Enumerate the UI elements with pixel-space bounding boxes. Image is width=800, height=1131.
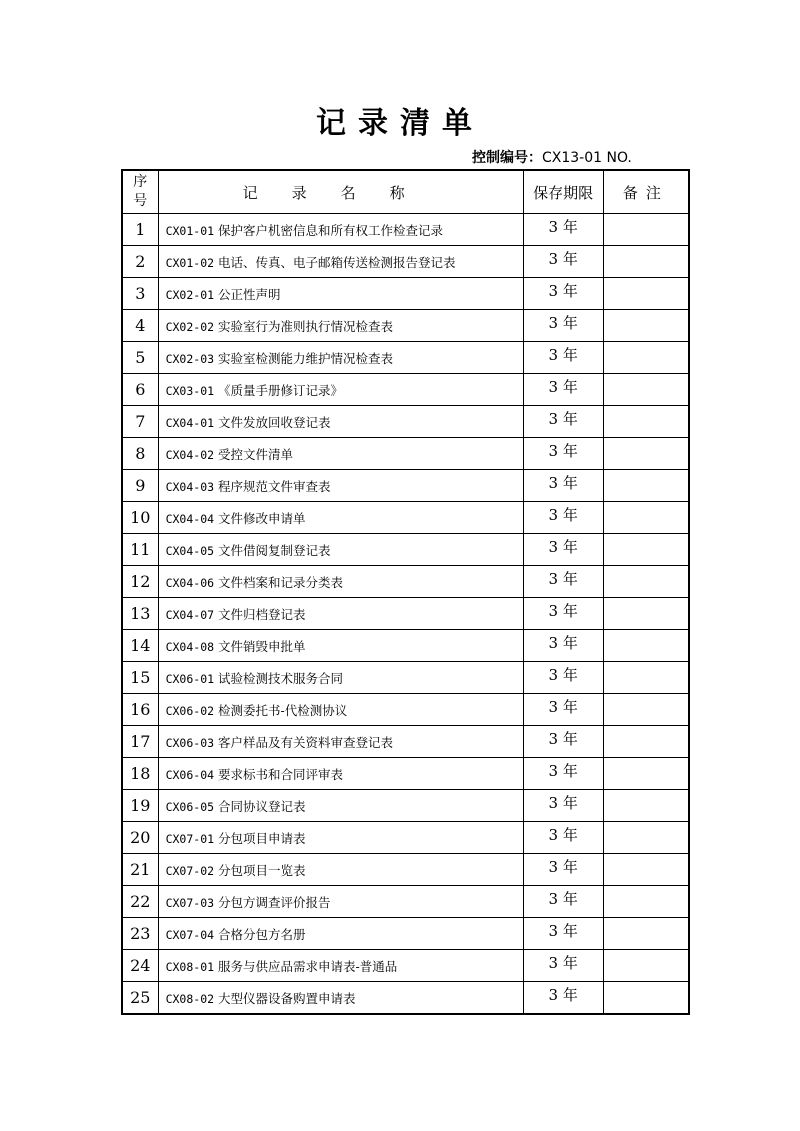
table-row xyxy=(122,502,689,534)
header-remark: 备注 xyxy=(603,170,689,214)
table-row xyxy=(122,598,689,630)
row-record-name xyxy=(158,854,523,886)
table-row xyxy=(122,214,689,246)
table-row xyxy=(122,278,689,310)
table-row xyxy=(122,470,689,502)
control-number-label: 控制编号： xyxy=(472,150,542,166)
row-record-title: 试验检测技术服务合同 xyxy=(218,670,344,686)
row-record-title: 大型仪器设备购置申请表 xyxy=(218,990,356,1006)
row-record-title: 文件档案和记录分类表 xyxy=(218,574,344,590)
row-record-code: CX07-02 xyxy=(165,863,215,878)
row-record-title: 合格分包方名册 xyxy=(218,926,306,942)
row-serial-number: 23 xyxy=(122,918,158,950)
table-row xyxy=(122,246,689,278)
row-retention-period: 3 年 xyxy=(523,534,603,566)
row-record-name xyxy=(158,406,523,438)
row-remark xyxy=(603,310,689,342)
row-record-code: CX04-06 xyxy=(165,575,215,590)
row-record-name xyxy=(158,790,523,822)
row-remark xyxy=(603,406,689,438)
table-row xyxy=(122,694,689,726)
row-record-name xyxy=(158,662,523,694)
control-number-value: CX13-01 NO. xyxy=(542,150,632,166)
header-record-name: 记录名称 xyxy=(158,170,523,214)
row-record-title: 受控文件清单 xyxy=(218,446,294,462)
row-remark xyxy=(603,694,689,726)
row-retention-period: 3 年 xyxy=(523,694,603,726)
row-record-code: CX06-02 xyxy=(165,703,215,718)
table-row xyxy=(122,630,689,662)
row-retention-period: 3 年 xyxy=(523,982,603,1015)
row-serial-number: 3 xyxy=(122,278,158,310)
table-row xyxy=(122,950,689,982)
row-record-code: CX04-04 xyxy=(165,511,215,526)
row-serial-number: 2 xyxy=(122,246,158,278)
row-remark xyxy=(603,534,689,566)
row-serial-number: 17 xyxy=(122,726,158,758)
row-serial-number: 20 xyxy=(122,822,158,854)
row-record-name xyxy=(158,950,523,982)
row-record-name xyxy=(158,470,523,502)
row-record-code: CX03-01 xyxy=(165,383,215,398)
table-row xyxy=(122,406,689,438)
row-record-name xyxy=(158,310,523,342)
row-remark xyxy=(603,982,689,1015)
row-serial-number: 7 xyxy=(122,406,158,438)
row-record-name xyxy=(158,438,523,470)
row-remark xyxy=(603,950,689,982)
row-record-title: 分包方调查评价报告 xyxy=(218,894,331,910)
row-remark xyxy=(603,342,689,374)
row-record-title: 合同协议登记表 xyxy=(218,798,306,814)
row-record-name xyxy=(158,502,523,534)
row-record-name xyxy=(158,982,523,1015)
row-serial-number: 5 xyxy=(122,342,158,374)
row-retention-period: 3 年 xyxy=(523,502,603,534)
table-row xyxy=(122,310,689,342)
row-retention-period: 3 年 xyxy=(523,310,603,342)
table-row xyxy=(122,662,689,694)
row-record-code: CX04-05 xyxy=(165,543,215,558)
table-row xyxy=(122,854,689,886)
records-table xyxy=(121,169,690,1015)
row-record-name xyxy=(158,886,523,918)
row-record-code: CX04-02 xyxy=(165,447,215,462)
row-record-code: CX07-03 xyxy=(165,895,215,910)
row-remark xyxy=(603,662,689,694)
row-retention-period: 3 年 xyxy=(523,662,603,694)
row-retention-period: 3 年 xyxy=(523,854,603,886)
row-remark xyxy=(603,438,689,470)
row-serial-number: 25 xyxy=(122,982,158,1015)
row-record-title: 文件归档登记表 xyxy=(218,606,306,622)
row-remark xyxy=(603,630,689,662)
row-record-name xyxy=(158,758,523,790)
table-row xyxy=(122,534,689,566)
row-remark xyxy=(603,470,689,502)
row-remark xyxy=(603,502,689,534)
header-serial-number xyxy=(122,170,158,214)
row-serial-number: 9 xyxy=(122,470,158,502)
row-serial-number: 8 xyxy=(122,438,158,470)
table-row xyxy=(122,374,689,406)
row-record-code: CX06-03 xyxy=(165,735,215,750)
row-remark xyxy=(603,918,689,950)
row-remark xyxy=(603,758,689,790)
table-row xyxy=(122,982,689,1015)
row-retention-period: 3 年 xyxy=(523,406,603,438)
row-remark xyxy=(603,598,689,630)
table-row xyxy=(122,758,689,790)
row-record-name xyxy=(158,822,523,854)
row-retention-period: 3 年 xyxy=(523,918,603,950)
table-row xyxy=(122,918,689,950)
row-retention-period: 3 年 xyxy=(523,374,603,406)
table-row xyxy=(122,822,689,854)
row-serial-number: 6 xyxy=(122,374,158,406)
header-retention-period: 保存期限 xyxy=(523,170,603,214)
row-record-name xyxy=(158,534,523,566)
row-record-code: CX08-01 xyxy=(165,959,215,974)
row-record-title: 分包项目申请表 xyxy=(218,830,306,846)
table-row xyxy=(122,342,689,374)
row-record-name xyxy=(158,694,523,726)
row-record-title: 文件销毁申批单 xyxy=(218,638,306,654)
row-record-name xyxy=(158,214,523,246)
row-remark xyxy=(603,854,689,886)
row-record-code: CX06-01 xyxy=(165,671,215,686)
row-retention-period: 3 年 xyxy=(523,630,603,662)
row-record-name xyxy=(158,918,523,950)
table-body xyxy=(122,214,689,1015)
row-record-code: CX04-08 xyxy=(165,639,215,654)
row-remark xyxy=(603,214,689,246)
table-row xyxy=(122,566,689,598)
row-record-title: 实验室检测能力维护情况检查表 xyxy=(218,350,394,366)
row-record-code: CX08-02 xyxy=(165,991,215,1006)
row-record-title: 程序规范文件审查表 xyxy=(218,478,331,494)
row-serial-number: 4 xyxy=(122,310,158,342)
row-retention-period: 3 年 xyxy=(523,278,603,310)
row-record-title: 客户样品及有关资料审查登记表 xyxy=(218,734,394,750)
row-remark xyxy=(603,886,689,918)
row-serial-number: 13 xyxy=(122,598,158,630)
row-serial-number: 22 xyxy=(122,886,158,918)
row-retention-period: 3 年 xyxy=(523,822,603,854)
row-retention-period: 3 年 xyxy=(523,886,603,918)
row-record-code: CX04-01 xyxy=(165,415,215,430)
row-serial-number: 16 xyxy=(122,694,158,726)
row-record-code: CX07-04 xyxy=(165,927,215,942)
row-record-code: CX02-03 xyxy=(165,351,215,366)
row-remark xyxy=(603,566,689,598)
row-retention-period: 3 年 xyxy=(523,566,603,598)
row-record-title: 《质量手册修订记录》 xyxy=(218,382,344,398)
row-remark xyxy=(603,726,689,758)
header-serial-line1: 序 xyxy=(133,174,148,190)
row-record-code: CX02-01 xyxy=(165,287,215,302)
row-retention-period: 3 年 xyxy=(523,726,603,758)
control-number xyxy=(472,147,632,167)
row-serial-number: 10 xyxy=(122,502,158,534)
row-remark xyxy=(603,790,689,822)
row-remark xyxy=(603,822,689,854)
header-serial-line2: 号 xyxy=(133,193,148,209)
row-record-name xyxy=(158,374,523,406)
row-remark xyxy=(603,278,689,310)
table-row xyxy=(122,886,689,918)
row-record-code: CX01-01 xyxy=(165,223,215,238)
row-record-title: 分包项目一览表 xyxy=(218,862,306,878)
row-retention-period: 3 年 xyxy=(523,470,603,502)
row-record-name xyxy=(158,630,523,662)
row-record-title: 公正性声明 xyxy=(218,286,281,302)
row-record-name xyxy=(158,566,523,598)
document-title: 记录清单 xyxy=(316,106,484,141)
row-retention-period: 3 年 xyxy=(523,246,603,278)
row-retention-period: 3 年 xyxy=(523,758,603,790)
row-record-code: CX04-03 xyxy=(165,479,215,494)
row-serial-number: 21 xyxy=(122,854,158,886)
row-serial-number: 1 xyxy=(122,214,158,246)
row-record-name xyxy=(158,342,523,374)
row-record-title: 文件修改申请单 xyxy=(218,510,306,526)
row-remark xyxy=(603,246,689,278)
row-record-code: CX06-05 xyxy=(165,799,215,814)
row-retention-period: 3 年 xyxy=(523,214,603,246)
row-record-title: 实验室行为准则执行情况检查表 xyxy=(218,318,394,334)
row-record-title: 文件发放回收登记表 xyxy=(218,414,331,430)
row-record-code: CX01-02 xyxy=(165,255,215,270)
table-row xyxy=(122,790,689,822)
row-record-title: 电话、传真、电子邮箱传送检测报告登记表 xyxy=(218,254,456,270)
row-retention-period: 3 年 xyxy=(523,438,603,470)
row-record-title: 检测委托书-代检测协议 xyxy=(218,702,348,718)
row-record-name xyxy=(158,246,523,278)
row-serial-number: 19 xyxy=(122,790,158,822)
row-record-title: 要求标书和合同评审表 xyxy=(218,766,344,782)
row-serial-number: 18 xyxy=(122,758,158,790)
row-retention-period: 3 年 xyxy=(523,598,603,630)
row-record-name xyxy=(158,726,523,758)
row-retention-period: 3 年 xyxy=(523,790,603,822)
row-record-title: 保护客户机密信息和所有权工作检查记录 xyxy=(218,222,444,238)
table-row xyxy=(122,438,689,470)
row-serial-number: 11 xyxy=(122,534,158,566)
row-record-title: 服务与供应品需求申请表-普通品 xyxy=(218,958,398,974)
row-record-title: 文件借阅复制登记表 xyxy=(218,542,331,558)
row-retention-period: 3 年 xyxy=(523,950,603,982)
row-record-code: CX04-07 xyxy=(165,607,215,622)
row-serial-number: 15 xyxy=(122,662,158,694)
row-serial-number: 24 xyxy=(122,950,158,982)
row-record-name xyxy=(158,278,523,310)
row-record-code: CX07-01 xyxy=(165,831,215,846)
row-serial-number: 12 xyxy=(122,566,158,598)
row-serial-number: 14 xyxy=(122,630,158,662)
row-record-code: CX02-02 xyxy=(165,319,215,334)
table-row xyxy=(122,726,689,758)
table-header-row xyxy=(122,170,689,214)
row-record-name xyxy=(158,598,523,630)
row-record-code: CX06-04 xyxy=(165,767,215,782)
row-retention-period: 3 年 xyxy=(523,342,603,374)
row-remark xyxy=(603,374,689,406)
